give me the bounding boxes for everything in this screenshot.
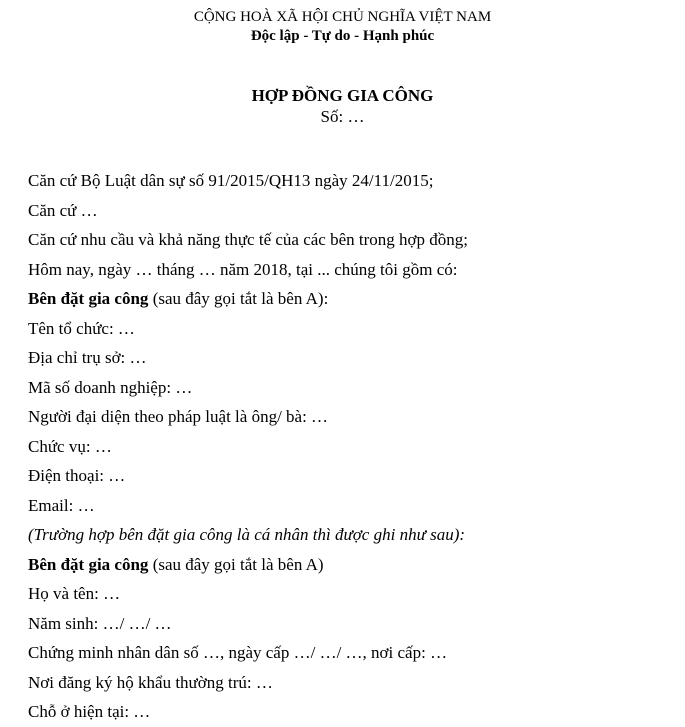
contract-line (28, 668, 668, 698)
contract-line-text: Người đại diện theo pháp luật là ông/ bà: … (28, 407, 329, 426)
contract-line (28, 638, 668, 668)
contract-line-text: Hôm nay, ngày … tháng … năm 2018, tại ... chúng tôi gồm có: (28, 259, 458, 279)
contract-line-text: Tên tổ chức: … (28, 318, 135, 338)
contract-line-text: (sau đây gọi tắt là bên A): (148, 289, 329, 308)
contract-line (28, 461, 668, 491)
contract-line-text: Căn cứ Bộ Luật dân sự số 91/2015/QH13 ngày 24/11/2015; (28, 171, 434, 190)
national-motto: Độc lập - Tự do - Hạnh phúc (250, 28, 435, 44)
contract-line-text: Căn cứ nhu cầu và khả năng thực tế của các bên trong hợp đồng; (28, 230, 468, 249)
contract-line (28, 343, 668, 373)
contract-line (28, 520, 668, 550)
national-title: CỘNG HOÀ XÃ HỘI CHỦ NGHĨA VIỆT NAM (193, 9, 492, 25)
contract-line (28, 432, 668, 462)
contract-line-text: Điện thoại: … (28, 466, 126, 485)
contract-line-text: Chứng minh nhân dân số …, ngày cấp …/ …/ …, nơi cấp: … (28, 643, 448, 662)
contract-number: Số: … (320, 107, 365, 126)
contract-line-text: Email: … (28, 495, 95, 515)
contract-line-text: Địa chỉ trụ sở: … (28, 348, 147, 367)
contract-line (28, 609, 668, 639)
contract-line-bold: Bên đặt gia công (28, 554, 149, 574)
contract-line (28, 697, 668, 727)
contract-line-text: Chức vụ: … (28, 436, 112, 456)
contract-line (28, 491, 668, 521)
contract-title: HỢP ĐỒNG GIA CÔNG (251, 86, 434, 105)
contract-line (28, 225, 668, 255)
contract-body (28, 166, 668, 727)
contract-line (28, 373, 668, 403)
contract-line (28, 166, 668, 196)
contract-line-bold: Bên đặt gia công (28, 289, 149, 308)
contract-line (28, 196, 668, 226)
contract-line-text: Chỗ ở hiện tại: … (28, 702, 151, 721)
contract-line (28, 402, 668, 432)
contract-line (28, 255, 668, 285)
contract-line (28, 284, 668, 314)
contract-line-text: (sau đây gọi tắt là bên A) (148, 554, 324, 574)
contract-line-text: Mã số doanh nghiệp: … (28, 377, 193, 397)
contract-line-text: Căn cứ … (28, 200, 98, 220)
contract-line (28, 314, 668, 344)
contract-line (28, 550, 668, 580)
contract-line-text: Năm sinh: …/ …/ … (28, 613, 172, 633)
contract-line-text: Họ và tên: … (28, 584, 121, 603)
contract-line (28, 579, 668, 609)
contract-line-text: Nơi đăng ký hộ khẩu thường trú: … (28, 672, 273, 692)
contract-line-text: (Trường hợp bên đặt gia công là cá nhân thì được ghi như sau): (28, 525, 466, 544)
